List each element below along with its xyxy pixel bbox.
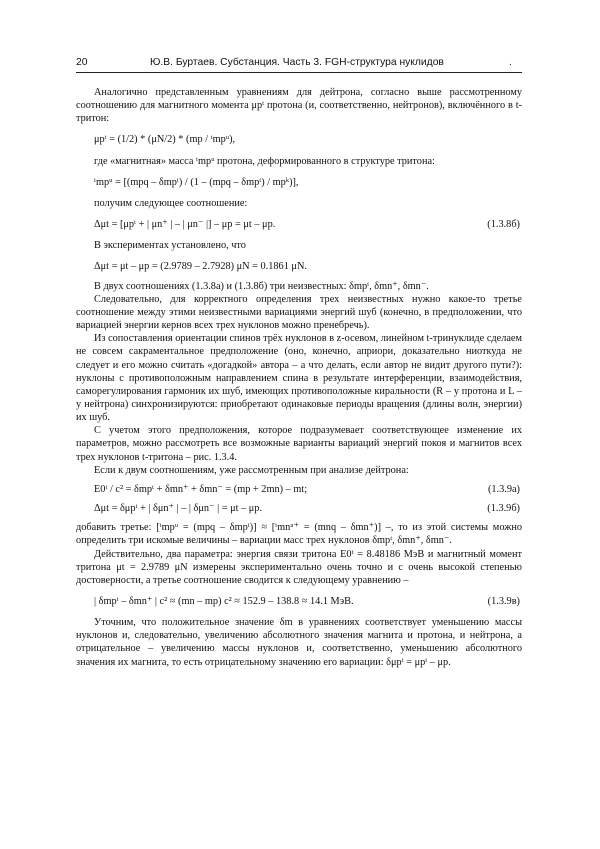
paragraph-intro: Аналогично представленным уравнениям для дейтрона, согласно выше рассмотренному соотношению для магнитного момента μpᵗ протона (и, соответственно, нейтронов), включённого в t-тритон: bbox=[76, 87, 522, 125]
paragraph-two-relations: В двух соотношениях (1.3.8а) и (1.3.8б) три неизвестных: δmpᵗ, δmn⁺, δmn⁻. bbox=[94, 280, 429, 292]
equation-1-3-9b bbox=[76, 502, 522, 515]
equation-1-3-9v bbox=[76, 595, 522, 608]
running-title: Ю.В. Буртаев. Субстанция. Часть 3. FGH-структура нуклидов bbox=[150, 57, 444, 68]
equation-tag: (1.3.9в) bbox=[487, 596, 520, 607]
paragraph-if-two: Если к двум соотношениям, уже рассмотренным при анализе дейтрона: bbox=[94, 464, 409, 476]
paragraph-indeed: Действительно, два параметра: энергия связи тритона E0ᵗ = 8.48186 МэВ и магнитный момент тритона μt = 2.9789 μN измерены экспериментально очень точно и с очень высокой степенью достоверности, а третье соотношение сводится к следующему уравнению – bbox=[76, 548, 522, 586]
paragraph-we-get: получим следующее соотношение: bbox=[94, 197, 248, 209]
paragraph-add-third: добавить третье: [ᵗmpᵘ = (mpq – δmpᵗ)] ≈ [ᵗmnᵘ⁺ = (mnq – δmn⁺)] –, то из этой системы можно определить три искомые величины – вариации масс трех нуклонов δmpᵗ, δmn⁺, δmn⁻. bbox=[76, 522, 522, 547]
paragraph-where-mass: где «магнитная» масса ᵗmpᵘ протона, деформированного в структуре тритона: bbox=[94, 155, 435, 167]
equation-tag: (1.3.9б) bbox=[487, 503, 520, 515]
equation-body: Δμt = [μpᵗ + | μn⁺ | – | μn⁻ |] – μp = μt – μp. bbox=[94, 219, 276, 231]
header-rule bbox=[76, 72, 522, 73]
paragraph-assumption: С учетом этого предположения, которое подразумевает соответствующее изменение их параметров, можно рассмотреть все возможные варианты вариаций энергий покоя и магнитов всех трех нуклонов t-тритона – рис. 1.3.4. bbox=[76, 425, 522, 463]
paragraph-comparison: Из сопоставления ориентации спинов трёх нуклонов в z-осевом, линейном t-тринуклиде сделаем не совсем сакраментальное предположение (оно, конечно, априори, доказательно ниоткуда не следует и его можно считать «догадкой» автора – а что делать, если автор не видит другого пути?): нуклоны с противоположным направлением спина в результате интерференции, взаимодействия, саморегулирования гармоник их шуб, имеющих противоположные киральности (R – у протона и L – у нейтрона) синхронизируются: приобретают одинаковые периоды вращения (длины волн, энергии) их шуб. bbox=[76, 333, 522, 424]
equation-body: | δmpᵗ – δmn⁺ | c² ≈ (mn – mp) c² ≈ 152.9 – 138.8 ≈ 14.1 МэВ. bbox=[94, 596, 354, 607]
equation-body: Δμt = δμpᵗ + | δμn⁺ | – | δμn⁻ | = μt – μp. bbox=[94, 503, 263, 515]
equation-tag: (1.3.9а) bbox=[487, 483, 520, 495]
document-body bbox=[76, 86, 522, 669]
header-dot: . bbox=[509, 57, 512, 68]
formula-magnetic-mass: ᵗmpᵘ = [(mpq – δmpᵗ) / (1 – (mpq – δmpᵗ) / mpᵏ)], bbox=[94, 176, 299, 188]
paragraph-clarify: Уточним, что положительное значение δm в уравнениях соответствует уменьшению массы нуклонов и, следовательно, увеличению абсолютного значения магнита и протона, и нейтрона, а отрицательное – увеличению массы нуклонов и, соответственно, уменьшению абсолютного значения их магнита, то есть отрицательному значению его вариации: δμpᵗ = μpᵗ – μp. bbox=[76, 617, 522, 668]
equation-body: E0ᵗ / c² = δmpᵗ + δmn⁺ + δmn⁻ = (mp + 2mn) – mt; bbox=[94, 483, 308, 495]
paragraph-consequently: Следовательно, для корректного определения трех неизвестных нужно какое-то третье соотношение между этими неизвестными вариациями энергий шуб (конечно, в предположении, что вариацией энергии кернов всех трех нуклонов можно пренебречь). bbox=[76, 293, 522, 332]
formula-experimental: Δμt = μt – μp = (2.9789 – 2.7928) μN = 0.1861 μN. bbox=[94, 261, 307, 273]
paragraph-experiments: В экспериментах установлено, что bbox=[94, 240, 246, 252]
equation-1-3-8b bbox=[76, 218, 522, 231]
equation-tag: (1.3.8б) bbox=[487, 219, 520, 231]
formula-magnetic-moment: μpᵗ = (1/2) * (μN/2) * (mp / ᵗmpᵘ), bbox=[94, 134, 236, 146]
page-number: 20 bbox=[76, 57, 88, 68]
equation-1-3-9a bbox=[76, 483, 522, 496]
